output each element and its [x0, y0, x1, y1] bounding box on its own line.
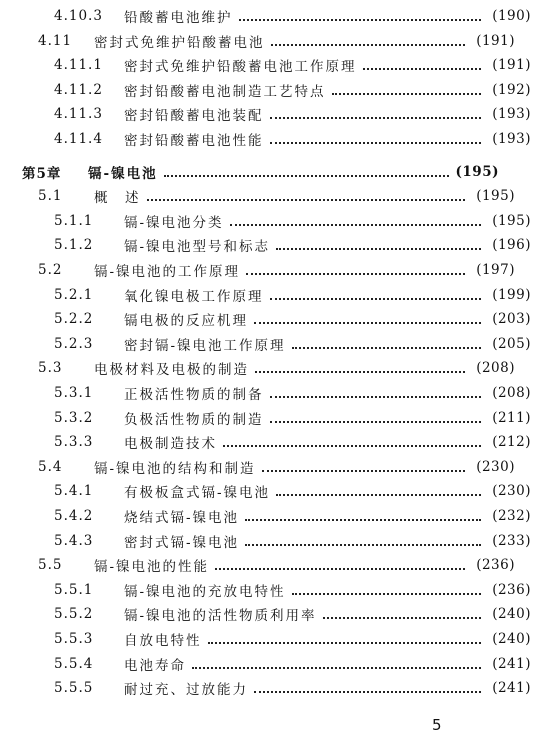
dot-leader: [215, 556, 465, 570]
entry-number: 5.3.2: [54, 409, 94, 426]
entry-number: 5.4.2: [54, 508, 94, 524]
entry-title: 负极活性物质的制造: [124, 411, 264, 428]
entry-page: (230): [492, 483, 531, 500]
entry-page: (196): [492, 237, 531, 254]
entry-title: 烧结式镉-镍电池: [124, 510, 240, 526]
dot-leader: [363, 56, 482, 70]
entry-title: 密封铅酸蓄电池性能: [124, 133, 264, 149]
toc-entry-5-4: [0, 455, 541, 479]
toc-entry-5-1-2: [0, 233, 557, 257]
dot-leader: [270, 130, 482, 144]
toc-entry-5-4-1: [0, 479, 557, 503]
entry-number: 5.5.2: [54, 606, 94, 623]
dot-leader: [254, 310, 481, 324]
dot-leader: [208, 630, 482, 644]
dot-leader: [147, 187, 466, 201]
entry-page: (203): [492, 311, 531, 328]
entry-title: 密封式免维护铅酸蓄电池工作原理: [124, 59, 357, 76]
entry-page: (205): [492, 335, 531, 352]
entry-page: (241): [492, 655, 531, 672]
entry-page: (232): [492, 508, 531, 524]
toc-entry-5-5: [0, 553, 541, 577]
dot-leader: [292, 581, 481, 595]
entry-page: (199): [492, 286, 531, 303]
entry-page: (197): [476, 262, 515, 278]
toc-entry-5-4-3: [0, 529, 557, 553]
toc-entry-4-11-1: [0, 53, 557, 77]
entry-title: 镉-镍电池型号和标志: [124, 239, 271, 256]
entry-title: 密封式镉-镍电池: [124, 534, 240, 551]
entry-page: (195): [455, 163, 499, 180]
entry-number: 5.2: [38, 262, 63, 278]
entry-number: 4.11.2: [54, 81, 103, 98]
entry-number: 4.11: [38, 32, 73, 49]
entry-number: 5.5: [38, 557, 63, 574]
toc-entry-5-2: [0, 258, 541, 282]
entry-title: 耐过充、过放能力: [124, 682, 248, 699]
dot-leader: [254, 679, 481, 693]
dot-leader: [323, 605, 481, 619]
toc-entry-5-2-3: [0, 332, 557, 356]
dot-leader: [230, 212, 481, 226]
entry-title: 概 述: [94, 190, 141, 207]
entry-page: (192): [492, 81, 531, 98]
entry-number: 5.2.2: [54, 311, 94, 328]
entry-number: 5.3.1: [54, 385, 94, 401]
toc-entry-5-1-1: [0, 209, 557, 233]
entry-title: 镉-镍电池分类: [124, 214, 224, 231]
entry-number: 5.4.3: [54, 532, 94, 549]
entry-title: 镉电极的反应机理: [124, 313, 248, 330]
toc-entry-4-11-2: [0, 78, 557, 102]
entry-title: 电极材料及电极的制造: [94, 362, 249, 379]
dot-leader: [245, 507, 481, 521]
dot-leader: [271, 32, 466, 46]
entry-title: 密封式免维护铅酸蓄电池: [94, 34, 265, 51]
entry-page: (208): [492, 385, 531, 401]
entry-number: 5.5.3: [54, 631, 94, 647]
entry-title: 氧化镍电极工作原理: [124, 288, 264, 305]
entry-number: 5.4: [38, 458, 63, 475]
toc-entry-5-3-3: [0, 430, 557, 454]
dot-leader: [255, 359, 465, 373]
entry-title: 密封铅酸蓄电池装配: [124, 108, 264, 125]
entry-page: (230): [476, 458, 515, 475]
entry-page: (240): [492, 631, 531, 647]
dot-leader: [276, 482, 481, 496]
entry-page: (191): [476, 32, 515, 49]
entry-page: (190): [492, 8, 531, 24]
toc-entry-4-11-3: [0, 102, 557, 126]
entry-page: (212): [492, 434, 531, 451]
dot-leader: [245, 532, 481, 546]
entry-title: 电极制造技术: [124, 436, 217, 453]
entry-page: (236): [492, 581, 531, 598]
toc-entry-5-5-5: [0, 676, 557, 700]
toc-entry-4-11-4: [0, 127, 557, 151]
entry-page: (236): [476, 557, 515, 574]
dot-leader: [270, 384, 482, 398]
chapter-number: 第5章: [22, 165, 62, 182]
entry-number: 4.11.4: [54, 131, 103, 147]
dot-leader: [276, 236, 481, 250]
dot-leader: [262, 458, 465, 472]
entry-page: (191): [492, 57, 531, 74]
entry-number: 5.4.1: [54, 483, 94, 500]
entry-number: 5.3.3: [54, 434, 94, 451]
dot-leader: [164, 163, 449, 177]
entry-page: (195): [476, 188, 515, 205]
entry-number: 5.5.1: [54, 581, 94, 598]
entry-title: 铅酸蓄电池维护: [124, 10, 233, 26]
entry-title: 镉-镍电池的性能: [94, 559, 210, 576]
entry-number: 4.11.3: [54, 106, 103, 123]
toc-entry-5-3: [0, 356, 541, 380]
entry-page: (195): [492, 212, 531, 229]
entry-page: (240): [492, 606, 531, 623]
entry-title: 密封铅酸蓄电池制造工艺特点: [124, 83, 326, 100]
entry-title: 自放电特性: [124, 633, 202, 649]
dot-leader: [270, 409, 482, 423]
toc-entry-5-2-2: [0, 307, 557, 331]
entry-page: (241): [492, 680, 531, 697]
toc-entry-5-2-1: [0, 283, 557, 307]
toc-entry-5-4-2: [0, 504, 557, 528]
toc-entry-5-3-2: [0, 406, 557, 430]
toc-entry-4-10-3: [0, 4, 557, 28]
entry-title: 镉-镍电池的活性物质利用率: [124, 608, 317, 625]
entry-number: 5.1: [38, 188, 63, 205]
entry-number: 5.3: [38, 360, 63, 377]
entry-number: 5.5.5: [54, 680, 94, 697]
toc-entry-4-11: [0, 29, 541, 53]
entry-title: 镉-镍电池的结构和制造: [94, 460, 256, 477]
toc-chapter-5: [0, 160, 525, 184]
toc-entry-5-1: [0, 184, 541, 208]
entry-page: (211): [492, 409, 531, 426]
dot-leader: [270, 286, 482, 300]
page-number: 5: [432, 716, 442, 734]
entry-page: (233): [492, 532, 531, 549]
entry-number: 4.11.1: [54, 57, 103, 74]
entry-number: 4.10.3: [54, 8, 103, 24]
dot-leader: [292, 335, 481, 349]
entry-number: 5.2.3: [54, 335, 94, 352]
dot-leader: [332, 81, 482, 95]
entry-title: 镉-镍电池的工作原理: [94, 264, 241, 280]
entry-page: (193): [492, 106, 531, 123]
toc-entry-5-5-3: [0, 627, 557, 651]
dot-leader: [239, 7, 482, 21]
entry-title: 有极板盒式镉-镍电池: [124, 485, 271, 502]
entry-page: (193): [492, 131, 531, 147]
entry-page: (208): [476, 360, 515, 377]
dot-leader: [270, 105, 482, 119]
toc-entry-5-5-4: [0, 652, 557, 676]
toc-entry-5-5-1: [0, 578, 557, 602]
entry-number: 5.1.1: [54, 212, 94, 229]
toc-entry-5-5-2: [0, 602, 557, 626]
entry-number: 5.1.2: [54, 237, 94, 254]
entry-number: 5.2.1: [54, 286, 94, 303]
dot-leader: [246, 261, 465, 275]
entry-title: 电池寿命: [124, 657, 186, 674]
entry-number: 5.5.4: [54, 655, 94, 672]
entry-title: 正极活性物质的制备: [124, 387, 264, 403]
entry-title: 密封镉-镍电池工作原理: [124, 337, 286, 354]
dot-leader: [192, 655, 481, 669]
dot-leader: [223, 433, 481, 447]
chapter-title: 镉-镍电池: [88, 165, 158, 182]
toc-entry-5-3-1: [0, 381, 557, 405]
entry-title: 镉-镍电池的充放电特性: [124, 583, 286, 600]
